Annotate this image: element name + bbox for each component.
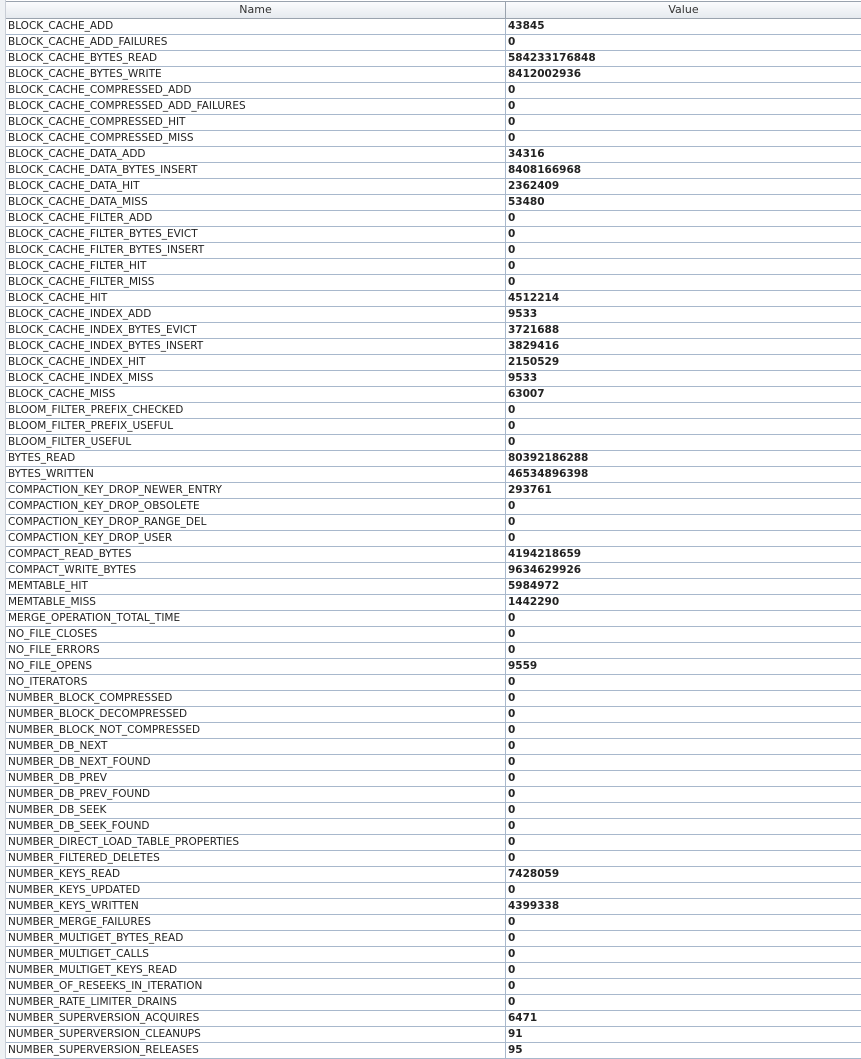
table-row[interactable] xyxy=(6,147,861,163)
table-row[interactable] xyxy=(6,131,861,147)
cell-name: BLOCK_CACHE_INDEX_MISS xyxy=(6,371,506,386)
cell-value: 0 xyxy=(508,500,516,512)
cell-name: NO_ITERATORS xyxy=(6,675,506,690)
cell-value: 0 xyxy=(508,644,516,656)
table-row[interactable] xyxy=(6,643,861,659)
cell-name: NUMBER_MULTIGET_KEYS_READ xyxy=(6,963,506,978)
cell-name: NUMBER_MULTIGET_CALLS xyxy=(6,947,506,962)
cell-name: BLOCK_CACHE_INDEX_HIT xyxy=(6,355,506,370)
cell-name: NUMBER_RATE_LIMITER_DRAINS xyxy=(6,995,506,1010)
cell-name: BLOCK_CACHE_FILTER_ADD xyxy=(6,211,506,226)
cell-value: 0 xyxy=(508,724,516,736)
cell-value: 1442290 xyxy=(508,596,560,608)
cell-name: BLOCK_CACHE_COMPRESSED_MISS xyxy=(6,131,506,146)
cell-name: MEMTABLE_HIT xyxy=(6,579,506,594)
cell-value: 0 xyxy=(508,212,516,224)
table-row[interactable] xyxy=(6,355,861,371)
cell-name: NUMBER_DB_PREV_FOUND xyxy=(6,787,506,802)
table-row[interactable] xyxy=(6,179,861,195)
cell-value: 46534896398 xyxy=(508,468,589,480)
cell-name: NUMBER_DB_SEEK_FOUND xyxy=(6,819,506,834)
cell-name: NUMBER_BLOCK_NOT_COMPRESSED xyxy=(6,723,506,738)
cell-value: 0 xyxy=(508,692,516,704)
cell-value: 0 xyxy=(508,404,516,416)
table-row[interactable] xyxy=(6,547,861,563)
cell-name: BLOCK_CACHE_COMPRESSED_ADD xyxy=(6,83,506,98)
table-row[interactable] xyxy=(6,579,861,595)
table-row[interactable] xyxy=(6,83,861,99)
table-row[interactable] xyxy=(6,403,861,419)
cell-value: 3829416 xyxy=(508,340,560,352)
table-row[interactable] xyxy=(6,195,861,211)
cell-value: 8412002936 xyxy=(508,68,582,80)
table-row[interactable] xyxy=(6,851,861,867)
cell-value: 0 xyxy=(508,996,516,1008)
cell-value: 0 xyxy=(508,116,516,128)
cell-value: 0 xyxy=(508,852,516,864)
cell-value: 9533 xyxy=(508,372,538,384)
cell-name: NUMBER_BLOCK_DECOMPRESSED xyxy=(6,707,506,722)
cell-name: BLOCK_CACHE_DATA_HIT xyxy=(6,179,506,194)
table-row[interactable] xyxy=(6,627,861,643)
statistics-table xyxy=(6,1,861,1059)
table-row[interactable] xyxy=(6,819,861,835)
table-row[interactable] xyxy=(6,771,861,787)
cell-value: 0 xyxy=(508,916,516,928)
cell-value: 9533 xyxy=(508,308,538,320)
cell-value: 0 xyxy=(508,740,516,752)
cell-name: NUMBER_KEYS_UPDATED xyxy=(6,883,506,898)
table-row[interactable] xyxy=(6,227,861,243)
cell-name: BLOCK_CACHE_ADD xyxy=(6,19,506,34)
table-row[interactable] xyxy=(6,275,861,291)
cell-name: NO_FILE_OPENS xyxy=(6,659,506,674)
cell-value: 2150529 xyxy=(508,356,560,368)
table-row[interactable] xyxy=(6,339,861,355)
cell-name: NUMBER_DB_NEXT xyxy=(6,739,506,754)
cell-name: BLOCK_CACHE_FILTER_BYTES_INSERT xyxy=(6,243,506,258)
cell-name: BLOCK_CACHE_FILTER_BYTES_EVICT xyxy=(6,227,506,242)
cell-name: MEMTABLE_MISS xyxy=(6,595,506,610)
column-header-value[interactable]: Value xyxy=(668,3,699,16)
cell-value: 0 xyxy=(508,932,516,944)
cell-value: 584233176848 xyxy=(508,52,596,64)
cell-name: COMPACTION_KEY_DROP_NEWER_ENTRY xyxy=(6,483,506,498)
table-row[interactable] xyxy=(6,291,861,307)
table-row[interactable] xyxy=(6,243,861,259)
table-row[interactable] xyxy=(6,723,861,739)
table-row[interactable] xyxy=(6,1043,861,1059)
cell-name: BLOCK_CACHE_INDEX_ADD xyxy=(6,307,506,322)
cell-value: 4194218659 xyxy=(508,548,582,560)
cell-name: NUMBER_OF_RESEEKS_IN_ITERATION xyxy=(6,979,506,994)
cell-name: NUMBER_KEYS_READ xyxy=(6,867,506,882)
table-row[interactable] xyxy=(6,675,861,691)
cell-value: 0 xyxy=(508,948,516,960)
cell-name: COMPACT_READ_BYTES xyxy=(6,547,506,562)
cell-name: NUMBER_BLOCK_COMPRESSED xyxy=(6,691,506,706)
table-row[interactable] xyxy=(6,499,861,515)
cell-name: BLOCK_CACHE_COMPRESSED_ADD_FAILURES xyxy=(6,99,506,114)
cell-value: 53480 xyxy=(508,196,545,208)
cell-name: BLOCK_CACHE_COMPRESSED_HIT xyxy=(6,115,506,130)
table-row[interactable] xyxy=(6,67,861,83)
cell-name: BLOCK_CACHE_BYTES_READ xyxy=(6,51,506,66)
cell-value: 0 xyxy=(508,260,516,272)
cell-value: 0 xyxy=(508,788,516,800)
table-row[interactable] xyxy=(6,947,861,963)
cell-value: 6471 xyxy=(508,1012,538,1024)
table-row[interactable] xyxy=(6,419,861,435)
table-row[interactable] xyxy=(6,451,861,467)
cell-value: 0 xyxy=(508,708,516,720)
cell-value: 0 xyxy=(508,420,516,432)
table-body xyxy=(6,19,861,1059)
cell-value: 0 xyxy=(508,228,516,240)
cell-value: 0 xyxy=(508,836,516,848)
cell-name: BLOCK_CACHE_ADD_FAILURES xyxy=(6,35,506,50)
cell-value: 7428059 xyxy=(508,868,560,880)
cell-name: NUMBER_FILTERED_DELETES xyxy=(6,851,506,866)
cell-value: 0 xyxy=(508,244,516,256)
table-row[interactable] xyxy=(6,323,861,339)
table-row[interactable] xyxy=(6,611,861,627)
table-row[interactable] xyxy=(6,1011,861,1027)
cell-name: NUMBER_MERGE_FAILURES xyxy=(6,915,506,930)
cell-name: COMPACT_WRITE_BYTES xyxy=(6,563,506,578)
cell-name: COMPACTION_KEY_DROP_USER xyxy=(6,531,506,546)
cell-name: NUMBER_MULTIGET_BYTES_READ xyxy=(6,931,506,946)
cell-value: 95 xyxy=(508,1044,523,1056)
cell-name: COMPACTION_KEY_DROP_OBSOLETE xyxy=(6,499,506,514)
table-row[interactable] xyxy=(6,659,861,675)
cell-name: BYTES_WRITTEN xyxy=(6,467,506,482)
table-row[interactable] xyxy=(6,995,861,1011)
table-row[interactable] xyxy=(6,931,861,947)
cell-value: 5984972 xyxy=(508,580,560,592)
table-row[interactable] xyxy=(6,707,861,723)
table-row[interactable] xyxy=(6,755,861,771)
cell-value: 0 xyxy=(508,516,516,528)
cell-value: 0 xyxy=(508,276,516,288)
table-row[interactable] xyxy=(6,979,861,995)
cell-name: NUMBER_SUPERVERSION_RELEASES xyxy=(6,1043,506,1058)
cell-name: BYTES_READ xyxy=(6,451,506,466)
cell-name: NO_FILE_CLOSES xyxy=(6,627,506,642)
table-row[interactable] xyxy=(6,371,861,387)
cell-name: NUMBER_KEYS_WRITTEN xyxy=(6,899,506,914)
cell-value: 0 xyxy=(508,820,516,832)
cell-name: BLOCK_CACHE_DATA_BYTES_INSERT xyxy=(6,163,506,178)
table-row[interactable] xyxy=(6,883,861,899)
cell-value: 0 xyxy=(508,980,516,992)
column-header-name[interactable]: Name xyxy=(6,2,506,18)
cell-value: 0 xyxy=(508,964,516,976)
cell-value: 0 xyxy=(508,772,516,784)
cell-name: NUMBER_DB_NEXT_FOUND xyxy=(6,755,506,770)
cell-name: NUMBER_DIRECT_LOAD_TABLE_PROPERTIES xyxy=(6,835,506,850)
cell-value: 0 xyxy=(508,36,516,48)
cell-value: 4512214 xyxy=(508,292,560,304)
table-row[interactable] xyxy=(6,163,861,179)
table-row[interactable] xyxy=(6,211,861,227)
table-row[interactable] xyxy=(6,595,861,611)
table-header xyxy=(6,1,861,19)
cell-name: BLOCK_CACHE_FILTER_MISS xyxy=(6,275,506,290)
cell-name: NUMBER_SUPERVERSION_ACQUIRES xyxy=(6,1011,506,1026)
table-row[interactable] xyxy=(6,915,861,931)
cell-name: MERGE_OPERATION_TOTAL_TIME xyxy=(6,611,506,626)
table-row[interactable] xyxy=(6,35,861,51)
cell-value: 4399338 xyxy=(508,900,560,912)
cell-name: BLOCK_CACHE_DATA_MISS xyxy=(6,195,506,210)
cell-value: 0 xyxy=(508,532,516,544)
cell-name: BLOOM_FILTER_USEFUL xyxy=(6,435,506,450)
table-row[interactable] xyxy=(6,115,861,131)
cell-value: 0 xyxy=(508,132,516,144)
cell-value: 0 xyxy=(508,100,516,112)
cell-name: NUMBER_DB_SEEK xyxy=(6,803,506,818)
cell-name: BLOCK_CACHE_BYTES_WRITE xyxy=(6,67,506,82)
cell-value: 43845 xyxy=(508,20,545,32)
cell-value: 0 xyxy=(508,84,516,96)
table-row[interactable] xyxy=(6,307,861,323)
table-row[interactable] xyxy=(6,531,861,547)
table-row[interactable] xyxy=(6,19,861,35)
cell-value: 0 xyxy=(508,804,516,816)
table-row[interactable] xyxy=(6,387,861,403)
cell-name: BLOCK_CACHE_FILTER_HIT xyxy=(6,259,506,274)
cell-name: BLOCK_CACHE_INDEX_BYTES_INSERT xyxy=(6,339,506,354)
table-row[interactable] xyxy=(6,515,861,531)
cell-value: 3721688 xyxy=(508,324,560,336)
cell-value: 34316 xyxy=(508,148,545,160)
table-row[interactable] xyxy=(6,435,861,451)
cell-value: 0 xyxy=(508,756,516,768)
cell-value: 8408166968 xyxy=(508,164,582,176)
cell-value: 9634629926 xyxy=(508,564,582,576)
table-row[interactable] xyxy=(6,787,861,803)
cell-value: 0 xyxy=(508,676,516,688)
table-row[interactable] xyxy=(6,99,861,115)
table-row[interactable] xyxy=(6,259,861,275)
cell-value: 9559 xyxy=(508,660,538,672)
cell-value: 293761 xyxy=(508,484,552,496)
table-row[interactable] xyxy=(6,803,861,819)
cell-name: NO_FILE_ERRORS xyxy=(6,643,506,658)
cell-value: 91 xyxy=(508,1028,523,1040)
cell-name: BLOOM_FILTER_PREFIX_CHECKED xyxy=(6,403,506,418)
cell-name: BLOOM_FILTER_PREFIX_USEFUL xyxy=(6,419,506,434)
table-row[interactable] xyxy=(6,51,861,67)
table-row[interactable] xyxy=(6,1027,861,1043)
cell-value: 0 xyxy=(508,436,516,448)
cell-name: BLOCK_CACHE_DATA_ADD xyxy=(6,147,506,162)
cell-value: 0 xyxy=(508,628,516,640)
cell-name: BLOCK_CACHE_INDEX_BYTES_EVICT xyxy=(6,323,506,338)
table-row[interactable] xyxy=(6,467,861,483)
cell-name: NUMBER_DB_PREV xyxy=(6,771,506,786)
cell-name: BLOCK_CACHE_HIT xyxy=(6,291,506,306)
cell-value: 0 xyxy=(508,884,516,896)
cell-name: COMPACTION_KEY_DROP_RANGE_DEL xyxy=(6,515,506,530)
table-row[interactable] xyxy=(6,563,861,579)
table-row[interactable] xyxy=(6,963,861,979)
table-row[interactable] xyxy=(6,835,861,851)
table-row[interactable] xyxy=(6,899,861,915)
cell-value: 63007 xyxy=(508,388,545,400)
cell-value: 2362409 xyxy=(508,180,560,192)
table-row[interactable] xyxy=(6,867,861,883)
cell-name: NUMBER_SUPERVERSION_CLEANUPS xyxy=(6,1027,506,1042)
cell-value: 0 xyxy=(508,612,516,624)
table-row[interactable] xyxy=(6,691,861,707)
table-row[interactable] xyxy=(6,739,861,755)
cell-value: 80392186288 xyxy=(508,452,589,464)
table-row[interactable] xyxy=(6,483,861,499)
cell-name: BLOCK_CACHE_MISS xyxy=(6,387,506,402)
